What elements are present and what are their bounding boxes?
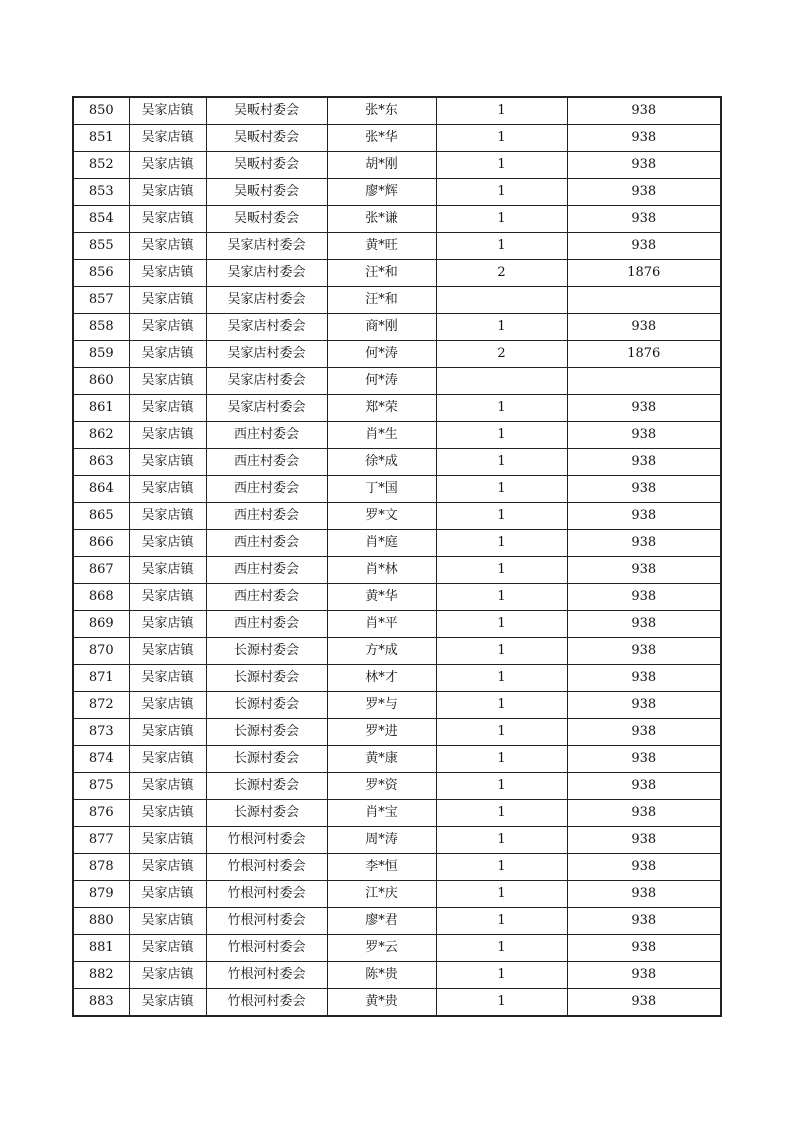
town-cell: 吴家店镇 [129,260,206,287]
name-cell: 黄*贵 [327,989,436,1017]
village-committee-cell: 竹根河村委会 [206,962,327,989]
count-cell: 1 [436,125,567,152]
name-cell: 李*恒 [327,854,436,881]
town-cell: 吴家店镇 [129,287,206,314]
name-cell: 肖*林 [327,557,436,584]
village-committee-cell: 西庄村委会 [206,503,327,530]
table-row [73,611,721,638]
count-cell: 1 [436,962,567,989]
row-number-cell: 879 [73,881,129,908]
count-cell: 1 [436,827,567,854]
town-cell: 吴家店镇 [129,638,206,665]
name-cell: 张*谦 [327,206,436,233]
village-committee-cell: 吴家店村委会 [206,233,327,260]
table-row [73,341,721,368]
village-committee-cell: 竹根河村委会 [206,935,327,962]
count-cell: 1 [436,422,567,449]
count-cell [436,368,567,395]
town-cell: 吴家店镇 [129,206,206,233]
count-cell: 1 [436,97,567,125]
table-row [73,800,721,827]
name-cell: 黄*华 [327,584,436,611]
amount-cell: 938 [567,638,721,665]
amount-cell: 938 [567,719,721,746]
name-cell: 罗*进 [327,719,436,746]
count-cell: 1 [436,935,567,962]
town-cell: 吴家店镇 [129,97,206,125]
town-cell: 吴家店镇 [129,314,206,341]
row-number-cell: 867 [73,557,129,584]
village-committee-cell: 吴家店村委会 [206,314,327,341]
row-number-cell: 862 [73,422,129,449]
count-cell: 1 [436,611,567,638]
table-row [73,206,721,233]
village-committee-cell: 长源村委会 [206,746,327,773]
amount-cell: 938 [567,206,721,233]
count-cell: 1 [436,152,567,179]
row-number-cell: 875 [73,773,129,800]
row-number-cell: 866 [73,530,129,557]
row-number-cell: 855 [73,233,129,260]
row-number-cell: 859 [73,341,129,368]
count-cell: 1 [436,584,567,611]
table-row [73,692,721,719]
table-row [73,827,721,854]
name-cell: 何*涛 [327,368,436,395]
row-number-cell: 869 [73,611,129,638]
table-row [73,665,721,692]
count-cell: 1 [436,179,567,206]
amount-cell: 938 [567,827,721,854]
table-row [73,746,721,773]
row-number-cell: 863 [73,449,129,476]
row-number-cell: 850 [73,97,129,125]
village-committee-cell: 西庄村委会 [206,422,327,449]
amount-cell [567,368,721,395]
amount-cell: 938 [567,665,721,692]
town-cell: 吴家店镇 [129,692,206,719]
amount-cell: 938 [567,800,721,827]
row-number-cell: 882 [73,962,129,989]
village-committee-cell: 竹根河村委会 [206,854,327,881]
table-row [73,881,721,908]
town-cell: 吴家店镇 [129,800,206,827]
town-cell: 吴家店镇 [129,719,206,746]
table-row [73,476,721,503]
amount-cell: 938 [567,908,721,935]
subsidy-table [72,96,722,1017]
town-cell: 吴家店镇 [129,422,206,449]
row-number-cell: 858 [73,314,129,341]
row-number-cell: 881 [73,935,129,962]
table-row [73,773,721,800]
village-committee-cell: 竹根河村委会 [206,989,327,1017]
row-number-cell: 857 [73,287,129,314]
town-cell: 吴家店镇 [129,989,206,1017]
name-cell: 肖*平 [327,611,436,638]
village-committee-cell: 西庄村委会 [206,449,327,476]
amount-cell: 938 [567,476,721,503]
town-cell: 吴家店镇 [129,854,206,881]
table-row [73,989,721,1017]
amount-cell: 938 [567,881,721,908]
table-row [73,287,721,314]
amount-cell: 938 [567,314,721,341]
amount-cell: 938 [567,854,721,881]
name-cell: 黄*旺 [327,233,436,260]
table-row [73,395,721,422]
name-cell: 罗*云 [327,935,436,962]
village-committee-cell: 吴家店村委会 [206,341,327,368]
town-cell: 吴家店镇 [129,125,206,152]
amount-cell: 938 [567,449,721,476]
count-cell: 1 [436,314,567,341]
village-committee-cell: 吴家店村委会 [206,395,327,422]
village-committee-cell: 长源村委会 [206,719,327,746]
village-committee-cell: 吴畈村委会 [206,206,327,233]
village-committee-cell: 吴家店村委会 [206,368,327,395]
count-cell: 1 [436,530,567,557]
name-cell: 胡*刚 [327,152,436,179]
count-cell: 1 [436,881,567,908]
name-cell: 肖*生 [327,422,436,449]
table-row [73,530,721,557]
town-cell: 吴家店镇 [129,881,206,908]
count-cell: 1 [436,206,567,233]
row-number-cell: 878 [73,854,129,881]
table-row [73,854,721,881]
row-number-cell: 852 [73,152,129,179]
town-cell: 吴家店镇 [129,746,206,773]
row-number-cell: 856 [73,260,129,287]
count-cell: 1 [436,449,567,476]
town-cell: 吴家店镇 [129,665,206,692]
row-number-cell: 870 [73,638,129,665]
amount-cell: 938 [567,962,721,989]
amount-cell: 938 [567,584,721,611]
name-cell: 丁*国 [327,476,436,503]
name-cell: 林*才 [327,665,436,692]
village-committee-cell: 吴畈村委会 [206,152,327,179]
village-committee-cell: 长源村委会 [206,665,327,692]
town-cell: 吴家店镇 [129,179,206,206]
amount-cell: 938 [567,125,721,152]
name-cell: 廖*君 [327,908,436,935]
amount-cell: 938 [567,152,721,179]
amount-cell: 938 [567,530,721,557]
town-cell: 吴家店镇 [129,503,206,530]
name-cell: 张*华 [327,125,436,152]
village-committee-cell: 吴畈村委会 [206,179,327,206]
count-cell: 1 [436,746,567,773]
amount-cell: 938 [567,97,721,125]
town-cell: 吴家店镇 [129,827,206,854]
amount-cell: 938 [567,422,721,449]
count-cell: 1 [436,773,567,800]
village-committee-cell: 长源村委会 [206,800,327,827]
count-cell: 1 [436,989,567,1017]
count-cell: 1 [436,800,567,827]
table-row [73,314,721,341]
name-cell: 陈*贵 [327,962,436,989]
count-cell: 1 [436,719,567,746]
amount-cell: 938 [567,233,721,260]
name-cell: 徐*成 [327,449,436,476]
row-number-cell: 873 [73,719,129,746]
village-committee-cell: 吴家店村委会 [206,260,327,287]
name-cell: 周*涛 [327,827,436,854]
village-committee-cell: 长源村委会 [206,692,327,719]
amount-cell: 938 [567,935,721,962]
town-cell: 吴家店镇 [129,908,206,935]
name-cell: 方*成 [327,638,436,665]
table-row [73,503,721,530]
count-cell: 1 [436,638,567,665]
town-cell: 吴家店镇 [129,611,206,638]
amount-cell: 938 [567,773,721,800]
name-cell: 江*庆 [327,881,436,908]
row-number-cell: 872 [73,692,129,719]
amount-cell: 938 [567,179,721,206]
village-committee-cell: 竹根河村委会 [206,827,327,854]
town-cell: 吴家店镇 [129,152,206,179]
count-cell: 1 [436,908,567,935]
town-cell: 吴家店镇 [129,233,206,260]
town-cell: 吴家店镇 [129,584,206,611]
count-cell: 1 [436,233,567,260]
table-row [73,233,721,260]
row-number-cell: 853 [73,179,129,206]
table-row [73,638,721,665]
count-cell: 1 [436,395,567,422]
town-cell: 吴家店镇 [129,530,206,557]
town-cell: 吴家店镇 [129,773,206,800]
name-cell: 罗*文 [327,503,436,530]
table-row [73,152,721,179]
village-committee-cell: 吴家店村委会 [206,287,327,314]
town-cell: 吴家店镇 [129,476,206,503]
name-cell: 何*涛 [327,341,436,368]
table-row [73,908,721,935]
name-cell: 罗*与 [327,692,436,719]
town-cell: 吴家店镇 [129,341,206,368]
count-cell: 1 [436,476,567,503]
amount-cell: 938 [567,989,721,1017]
name-cell: 汪*和 [327,260,436,287]
count-cell: 1 [436,557,567,584]
table-row [73,719,721,746]
row-number-cell: 851 [73,125,129,152]
town-cell: 吴家店镇 [129,449,206,476]
town-cell: 吴家店镇 [129,962,206,989]
count-cell: 1 [436,854,567,881]
village-committee-cell: 吴畈村委会 [206,125,327,152]
village-committee-cell: 长源村委会 [206,773,327,800]
amount-cell: 938 [567,395,721,422]
row-number-cell: 876 [73,800,129,827]
table-row [73,97,721,125]
amount-cell: 938 [567,503,721,530]
name-cell: 肖*宝 [327,800,436,827]
town-cell: 吴家店镇 [129,557,206,584]
count-cell: 2 [436,341,567,368]
village-committee-cell: 竹根河村委会 [206,881,327,908]
table-row [73,368,721,395]
name-cell: 汪*和 [327,287,436,314]
table-row [73,557,721,584]
amount-cell [567,287,721,314]
name-cell: 商*刚 [327,314,436,341]
amount-cell: 938 [567,611,721,638]
name-cell: 罗*资 [327,773,436,800]
row-number-cell: 874 [73,746,129,773]
row-number-cell: 854 [73,206,129,233]
name-cell: 郑*荣 [327,395,436,422]
name-cell: 廖*辉 [327,179,436,206]
table-row [73,179,721,206]
row-number-cell: 877 [73,827,129,854]
name-cell: 肖*庭 [327,530,436,557]
row-number-cell: 865 [73,503,129,530]
count-cell: 1 [436,665,567,692]
amount-cell: 1876 [567,260,721,287]
row-number-cell: 864 [73,476,129,503]
amount-cell: 1876 [567,341,721,368]
table-row [73,260,721,287]
village-committee-cell: 竹根河村委会 [206,908,327,935]
village-committee-cell: 西庄村委会 [206,611,327,638]
village-committee-cell: 吴畈村委会 [206,97,327,125]
row-number-cell: 871 [73,665,129,692]
table-row [73,422,721,449]
village-committee-cell: 长源村委会 [206,638,327,665]
amount-cell: 938 [567,557,721,584]
village-committee-cell: 西庄村委会 [206,530,327,557]
table-row [73,449,721,476]
count-cell [436,287,567,314]
village-committee-cell: 西庄村委会 [206,476,327,503]
row-number-cell: 861 [73,395,129,422]
name-cell: 张*东 [327,97,436,125]
table-row [73,584,721,611]
count-cell: 1 [436,503,567,530]
table-row [73,125,721,152]
row-number-cell: 880 [73,908,129,935]
town-cell: 吴家店镇 [129,368,206,395]
amount-cell: 938 [567,692,721,719]
table-row [73,962,721,989]
row-number-cell: 883 [73,989,129,1017]
village-committee-cell: 西庄村委会 [206,557,327,584]
name-cell: 黄*康 [327,746,436,773]
table-body [73,97,721,1016]
count-cell: 2 [436,260,567,287]
village-committee-cell: 西庄村委会 [206,584,327,611]
count-cell: 1 [436,692,567,719]
town-cell: 吴家店镇 [129,935,206,962]
table-row [73,935,721,962]
town-cell: 吴家店镇 [129,395,206,422]
row-number-cell: 860 [73,368,129,395]
amount-cell: 938 [567,746,721,773]
row-number-cell: 868 [73,584,129,611]
